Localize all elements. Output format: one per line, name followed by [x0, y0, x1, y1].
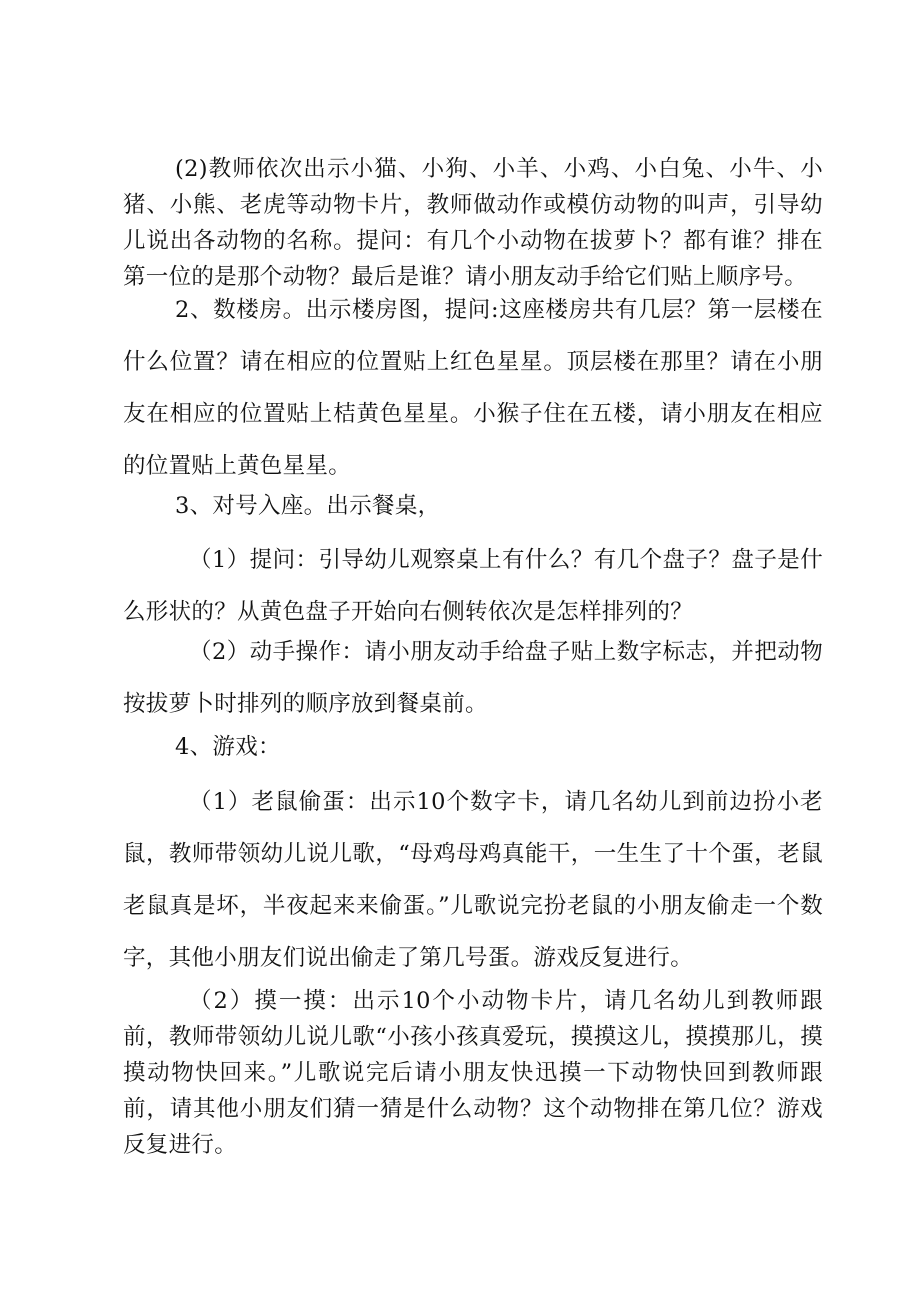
paragraph-seat-matching: 3、对号入座。出示餐桌，	[175, 493, 441, 519]
paragraph-count-building: 2、数楼房。出示楼房图，提问:这座楼房共有几层？第一层楼在什么位置？请在相应的位置贴上红色星星。顶层楼在那里？请在小朋友在相应的位置贴上桔黄色星星。小猴子住在五楼，请小朋友在相应的位置贴上黄色星星。	[123, 297, 823, 479]
paragraph-animal-cards: (2)教师依次出示小猫、小狗、小羊、小鸡、小白兔、小牛、小猪、小熊、老虎等动物卡片，教师做动作或模仿动物的叫声，引导幼儿说出各动物的名称。提问：有几个小动物在拔萝卜？都有谁？排在第一位的是那个动物？最后是谁？请小朋友动手给它们贴上顺序号。	[123, 156, 823, 290]
paragraph-mouse-steals-egg: （1）老鼠偷蛋：出示10个数字卡，请几名幼儿到前边扮小老鼠，教师带领幼儿说儿歌，“母鸡母鸡真能干，一生生了十个蛋，老鼠老鼠真是坏，半夜起来来偷蛋。”儿歌说完扮老鼠的小朋友偷走一个数字，其他小朋友们说出偷走了第几号蛋。游戏反复进行。	[123, 789, 823, 971]
paragraph-game-heading: 4、游戏：	[175, 734, 281, 760]
paragraph-hands-on: （2）动手操作：请小朋友动手给盘子贴上数字标志，并把动物按拔萝卜时排列的顺序放到餐桌前。	[123, 639, 823, 717]
paragraph-question-table: （1）提问：引导幼儿观察桌上有什么？有几个盘子？盘子是什么形状的？从黄色盘子开始向右侧转依次是怎样排列的？	[123, 547, 823, 625]
paragraph-touch-game: （2）摸一摸：出示10个小动物卡片，请几名幼儿到教师跟前，教师带领幼儿说儿歌“小孩小孩真爱玩，摸摸这儿，摸摸那儿，摸摸动物快回来。”儿歌说完后请小朋友快迅摸一下动物快回到教师跟前，请其他小朋友们猜一猜是什么动物？这个动物排在第几位？游戏反复进行。	[123, 988, 823, 1158]
